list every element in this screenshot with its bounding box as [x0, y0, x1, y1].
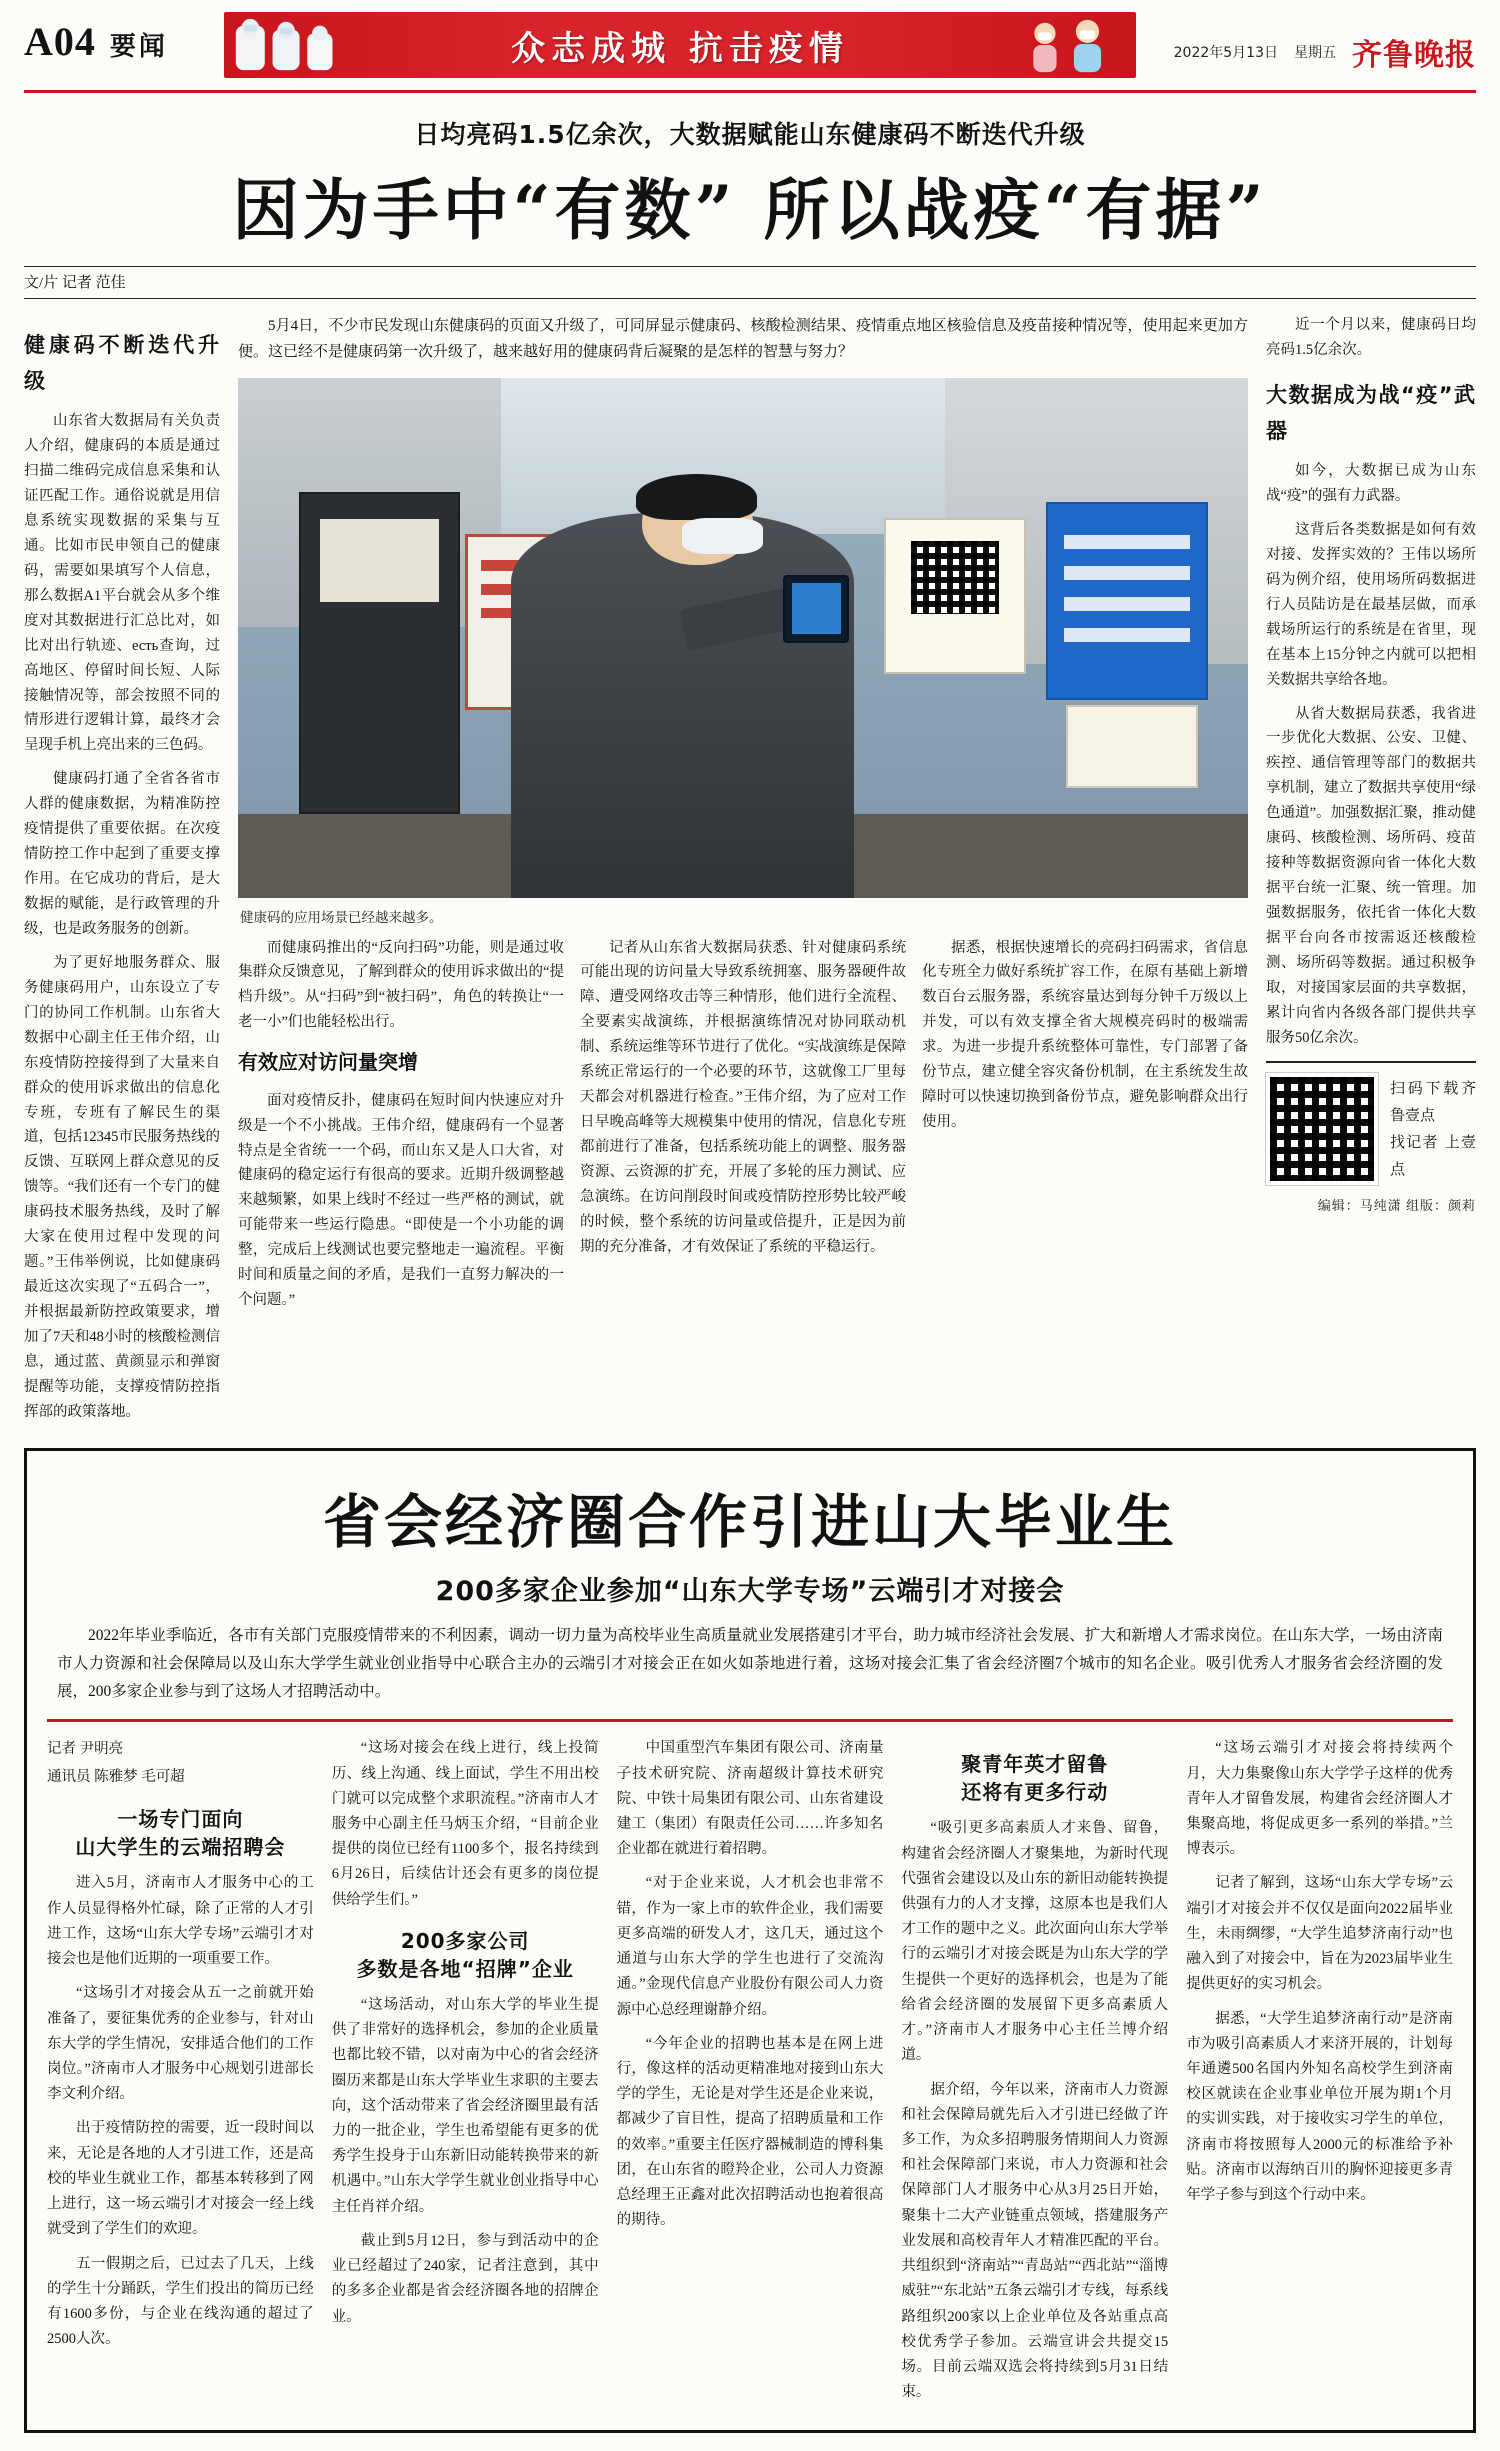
photo-kiosk-screen	[320, 519, 440, 602]
photo-qr-code-icon	[911, 541, 999, 614]
bottom-column-5	[1186, 1736, 1453, 2414]
qr-promo-text	[1390, 1075, 1476, 1183]
article-byline: 文/片 记者 范佳	[24, 275, 126, 291]
top-column-middle	[238, 313, 1248, 1434]
page-indicator	[24, 12, 224, 65]
subtitle-line: 一场专门面向	[117, 1807, 244, 1832]
qr-code-icon[interactable]	[1266, 1073, 1378, 1185]
bottom-article-subhead: 200多家企业参加“山东大学专场”云端引才对接会	[435, 1575, 1065, 1607]
paragraph: 为了更好地服务群众、服务健康码用户，山东设立了专门的协同工作机制。山东省大数据中心副主任王伟介绍，山东疫情防控接得到了大量来自群众的使用诉求做出的信息化专班，专班有了解民生的渠道，包括12345市民服务热线的反馈、互联网上群众意见的反馈等。“我们还有一个专门的健康码技术服务热线，及时了解大家在使用过程中发现的问题。”王伟举例说，比如健康码最近这次实现了“五码合一”，并根据最新防控政策要求，增加了7天和48小时的核酸检测信息，通过蓝、黄颜显示和弹窗提醒等功能，支撑疫情防控指挥部的政策落地。	[24, 954, 220, 1420]
top-article-body	[24, 313, 1476, 1434]
photo-person-body	[511, 513, 854, 898]
paper-logo: 齐鲁晚报	[1352, 38, 1476, 73]
bottom-article	[24, 1448, 1476, 2434]
paragraph: 据介绍，今年以来，济南市人力资源和社会保障局就先后入才引进已经做了许多工作，为众多招聘服务情期间人力资源和社会保障部门来说，市人力资源和社会保障部门人才服务中心从3月25日开始，聚集十二大产业链重点领域，搭建服务产业发展和高校青年人才精准匹配的平台。共组织到“济南站”“青岛站”“西北站”“淄博威驻”“东北站”五条云端引才专线，每系线路组织200家以上企业单位及各站重点高校优秀学子参加。云端宣讲会共提交15场。目前云端双选会将持续到5月31日结束。	[901, 2081, 1169, 2401]
top-subcolumn-3	[922, 936, 1248, 1323]
qr-promo-line-1: 扫码下载齐鲁壹点	[1390, 1078, 1476, 1124]
lead-paragraph: 5月4日，不少市民发现山东健康码的页面又升级了，可同屏显示健康码、核酸检测结果、疫情重点地区核验信息及疫苗接种情况等，使用起来更加方便。这已经不是健康码第一次升级了，越来越好用的健康码背后凝聚的是怎样的智慧与努力？	[238, 318, 1248, 361]
top-subcolumn-1	[238, 936, 564, 1323]
paragraph: 健康码打通了全省各省市人群的健康数据，为精准防控疫情提供了重要依据。在次疫情防控工作中起到了重要支撑作用。在它成功的背后，是大数据的赋能，是行政管理的升级，也是政务服务的创新。	[24, 771, 220, 937]
paragraph: “这场活动，对山东大学的毕业生提供了非常好的选择机会，参加的企业质量也都比较不错，以对南为中心的省会经济圈历来都是山东大学毕业生求职的主要去向，这个活动带来了省会经济圈里最有活力的一批企业，学生也希望能有更多的优秀学生投身于山东新旧动能转换带来的新机遇中。”山东大学学生就业创业指导中心主任肖祥介绍。	[331, 1996, 599, 2215]
bottom-column-2	[332, 1736, 599, 2414]
paragraph: “吸引更多高素质人才来鲁、留鲁，构建省会经济圈人才聚集地，为新时代现代强省会建设以及山东的新旧动能转换提供强有力的人才支撑，这原本也是我们人才工作的题中之义。此次面向山东大学举行的云端引才对接会既是为山东大学的学生提供一个更好的选择机会，也是为了能给省会经济圈的发展留下更多高素质人才。”济南市人才服务中心主任兰博介绍道。	[901, 1820, 1169, 2064]
paragraph: 近一个月以来，健康码日均亮码1.5亿余次。	[1266, 317, 1476, 358]
paragraph: 五一假期之后，已过去了几天，上线的学生十分踊跃，学生们投出的简历已经有1600多份，与企业在线沟通的超过了2500人次。	[47, 2255, 314, 2348]
section-title-3: 大数据成为战“疫”武器	[1266, 382, 1476, 443]
page-number: A04	[24, 19, 96, 64]
bottom-column-4	[901, 1736, 1168, 2414]
subtitle-line: 聚青年英才留鲁	[961, 1752, 1109, 1777]
photo-kiosk	[299, 492, 461, 814]
paragraph: 如今，大数据已成为山东战“疫”的强有力武器。	[1266, 463, 1476, 505]
paragraph: 中国重型汽车集团有限公司、济南量子技术研究院、济南超级计算技术研究院、中铁十局集团有限公司、山东省建设建工（集团）有限责任公司……许多知名企业都在就进行着招聘。	[616, 1740, 884, 1858]
top-column-1	[24, 313, 220, 1434]
banner-slogan: 众志成城 抗击疫情	[511, 28, 849, 69]
subtitle-line: 还将有更多行动	[961, 1780, 1109, 1805]
section-title-2: 有效应对访问量突增	[238, 1050, 418, 1075]
paragraph: “今年企业的招聘也基本是在网上进行，像这样的活动更精准地对接到山东大学的学生，无论是对学生还是企业来说，都减少了盲目性，提高了招聘质量和工作的效率。”重要主任医疗器械制造的博科集团，在山东省的瞪羚企业，公司人力资源总经理王正鑫对此次招聘活动也抱着很高的期待。	[616, 2035, 884, 2229]
paragraph: 据悉，“大学生追梦济南行动”是济南市为吸引高素质人才来济开展的，计划每年通遴500名国内外知名高校学生到济南校区就读在企业事业单位开展为期1个月的实训实践，对于接收实习学生的单位，济南市将按照每人2000元的标准给予补贴。济南市以海纳百川的胸怀迎接更多青年学子参与到这个行动中来。	[1186, 2010, 1453, 2204]
campaign-banner	[224, 12, 1136, 78]
bottom-column-3	[617, 1736, 884, 2414]
qr-promo-line-2: 找记者 上壹点	[1390, 1132, 1476, 1178]
masthead	[24, 12, 1476, 84]
article-photo-block	[238, 378, 1248, 926]
paragraph: 记者了解到，这场“山东大学专场”云端引才对接会并不仅仅是面向2022届毕业生，未雨绸缪，“大学生追梦济南行动”也融入到了对接会中，旨在为2023届毕业生提供更好的实习机会。	[1186, 1875, 1453, 1993]
paragraph: 这背后各类数据是如何有效对接、发挥实效的？王伟以场所码为例介绍，使用场所码数据进行人员陆访是在最基层做，而承载场所运行的系统是在省里，现在基本上15分钟之内就可以把相关数据共享给各地。	[1266, 521, 1476, 688]
publication-weekday: 星期五	[1294, 45, 1336, 61]
reporter-line: 记者 尹明亮	[47, 1741, 124, 1758]
photo-person-hair	[636, 474, 757, 521]
bottom-article-columns	[47, 1736, 1453, 2414]
publication-date: 2022年5月13日	[1173, 45, 1278, 61]
byline-divider	[24, 298, 1476, 299]
paragraph: 据悉，根据快速增长的亮码扫码需求，省信息化专班全力做好系统扩容工作，在原有基础上新增数百台云服务器，系统容量达到每分钟千万级以上并发，可以有效支撑全省大规模亮码时的极端需求。为进一步提升系统整体可靠性，专门部署了备份节点，建立健全容灾备份机制，在主系统发生故障时可以快速切换到备份节点，避免影响群众出行使用。	[922, 939, 1248, 1131]
page-credits: 编辑：马纯潇 组版：颜莉	[1317, 1197, 1476, 1213]
paragraph: “这场对接会在线上进行，线上投简历、线上沟通、线上面试，学生不用出校门就可以完成整个求职流程。”济南市人才服务中心副主任马炳玉介绍，“目前企业提供的岗位已经有1100多个，报名持续到6月26日，后续估计还会有更多的岗位提供给学生们。”	[331, 1740, 599, 1908]
face-mask-icon	[682, 518, 763, 554]
paragraph: “对于企业来说，人才机会也非常不错，作为一家上市的软件企业，我们需要更多高端的研发人才，这几天，通过这个通道与山东大学的学生也进行了交流沟通。”金现代信息产业股份有限公司人力资源中心总经理谢静介绍。	[616, 1875, 884, 2018]
photo-poster-line	[1064, 597, 1190, 611]
photo-qr-poster	[884, 518, 1025, 674]
paragraph: 山东省大数据局有关负责人介绍，健康码的本质是通过扫描二维码完成信息采集和认证匹配工作。通俗说就是用信息系统实现数据的采集与互通。比如市民申领自己的健康码，需要如果填写个人信息，那么数据A1平台就会从多个维度对其数据进行汇总比对，如比对出行轨迹、есть查询，过高地区、停留时间长短、人际接触情况等，部会按照不同的情形进行逻辑计算，最终才会呈现手机上亮出来的三色码。	[24, 413, 220, 754]
section-name: 要闻	[109, 32, 168, 62]
top-subcolumn-2	[580, 936, 906, 1323]
lead-paragraph: 2022年毕业季临近，各市有关部门克服疫情带来的不利因素，调动一切力量为高校毕业生高质量就业发展搭建引才平台，助力城市经济社会发展、扩大和新增人才需求岗位。在山东大学，一场由济南市人力资源和社会保障局以及山东大学学生就业创业指导中心联合主办的云端引才对接会正在如火如荼地进行着，这场对接会汇集了省会经济圈7个城市的知名企业。吸引优秀人才服务省会经济圈的发展，200多家企业参与到了这场人才招聘活动中。	[57, 1626, 1443, 1700]
bottom-article-lead	[47, 1622, 1453, 1723]
article-photo	[238, 378, 1248, 898]
paragraph: “这场云端引才对接会将持续两个月，大力集聚像山东大学学子这样的优秀青年人才留鲁发展，构建省会经济圈人才集聚高地，将促成更多一系列的举措。”兰博表示。	[1186, 1740, 1453, 1858]
photo-caption: 健康码的应用场景已经越来越多。	[240, 909, 443, 925]
top-column-last	[1266, 313, 1476, 1434]
phone-screen	[792, 583, 841, 634]
photo-poster-line	[1064, 535, 1190, 549]
paragraph: 进入5月，济南市人才服务中心的工作人员显得格外忙碌，除了正常的人才引进工作，这场“山东大学专场”云端引才对接会也是他们近期的一项重要工作。	[47, 1875, 314, 1968]
paragraph: 从省大数据局获悉，我省进一步优化大数据、公安、卫健、疾控、通信管理等部门的数据共享机制，建立了数据共享使用“绿色通道”。加强数据汇聚，推动健康码、核酸检测、场所码、疫苗接种等数据资源向省一体化大数据平台统一汇聚、统一管理。加强数据服务，依托省一体化大数据平台向各市按需返还核酸检测、场所码等数据。通过积极争取，对接国家层面的共享数据，累计向省内各级各部门提供共享服务50亿余次。	[1266, 705, 1476, 1046]
section-title-1: 健康码不断迭代升级	[24, 333, 220, 394]
subtitle-line: 200多家公司	[400, 1928, 530, 1953]
article-kicker: 日均亮码1.5亿余次，大数据赋能山东健康码不断迭代升级	[414, 120, 1086, 149]
photo-small-poster	[1066, 705, 1197, 788]
photo-poster-line	[1064, 628, 1190, 642]
article-headline: 因为手中“有数” 所以战疫“有据”	[232, 171, 1268, 249]
photo-poster-line	[1064, 566, 1190, 580]
masthead-divider	[24, 90, 1476, 93]
paragraph: 面对疫情反扑，健康码在短时间内快速应对升级是一个不小挑战。王伟介绍，健康码有一个显著特点是全省统一一个码，而山东又是人口大省，对健康码的稳定运行有很高的要求。近期升级调整越来越频繁，如果上线时不经过一些严格的测试，就可能带来一些运行隐患。“即使是一个小功能的调整，完成后上线测试也要完整地走一遍流程。平衡时间和质量之间的矛盾，是我们一直努力解决的一个问题。”	[238, 1092, 564, 1309]
bottom-subtitle-2	[332, 1927, 599, 1983]
bottom-reporter-meta	[47, 1736, 314, 1791]
top-subcolumns	[238, 936, 1248, 1323]
subtitle-line: 山大学生的云端招聘会	[75, 1835, 286, 1860]
photo-blue-poster	[1046, 502, 1208, 700]
bottom-column-1	[47, 1736, 314, 2414]
byline-row	[24, 267, 1476, 298]
smartphone-icon	[783, 575, 849, 643]
bottom-subtitle-3	[901, 1750, 1168, 1806]
subtitle-line: 多数是各地“招牌”企业	[356, 1956, 574, 1981]
paragraph: 记者从山东省大数据局获悉、针对健康码系统可能出现的访问量大导致系统拥塞、服务器硬件故障、遭受网络攻击等三种情形，他们进行全流程、全要素实战演练，并根据演练情况对协同联动机制、系统运维等环节进行了优化。“实战演练是保障系统正常运行的一个必要的环节，这就像工厂里每天都会对机器进行检查。”王伟介绍，为了应对工作日早晚高峰等大规模集中使用的情况，信息化专班都前进行了准备，包括系统功能上的调整、服务器资源、云资源的扩充，开展了多轮的压力测试、应急演练。在访问削段时间或疫情防控形势比较严峻的时候，整个系统的访问量或倍提升，正是因为前期的充分准备，才有效保证了系统的平稳运行。	[580, 939, 906, 1255]
reporter-line: 通讯员 陈雅梦 毛可超	[47, 1768, 185, 1785]
bottom-article-headline: 省会经济圈合作引进山大毕业生	[322, 1487, 1177, 1556]
article-lead	[238, 313, 1248, 366]
paragraph: 而健康码推出的“反向扫码”功能，则是通过收集群众反馈意见，了解到群众的使用诉求做出的“提档升级”。从“扫码”到“被扫码”，角色的转换让“一老一小”们也能轻松出行。	[238, 939, 564, 1031]
masked-citizens-icon	[1012, 16, 1132, 74]
paragraph: 截止到5月12日，参与到活动中的企业已经超过了240家，记者注意到，其中的多多企业都是省会经济圈各地的招牌企业。	[331, 2232, 599, 2325]
masthead-right	[1136, 12, 1476, 74]
qr-promo-block[interactable]	[1266, 1061, 1476, 1185]
bottom-subtitle-1	[47, 1805, 314, 1861]
paragraph: 出于疫情防控的需要，近一段时间以来，无论是各地的人才引进工作，还是高校的毕业生就业工作，都基本转移到了网上进行，这一场云端引才对接会一经上线就受到了学生们的欢迎。	[47, 2120, 314, 2238]
paragraph: “这场引才对接会从五一之前就开始准备了，要征集优秀的企业参与，针对山东大学的学生情况，安排适合他们的工作岗位。”济南市人才服务中心规划引进部长李文利介绍。	[47, 1985, 314, 2103]
